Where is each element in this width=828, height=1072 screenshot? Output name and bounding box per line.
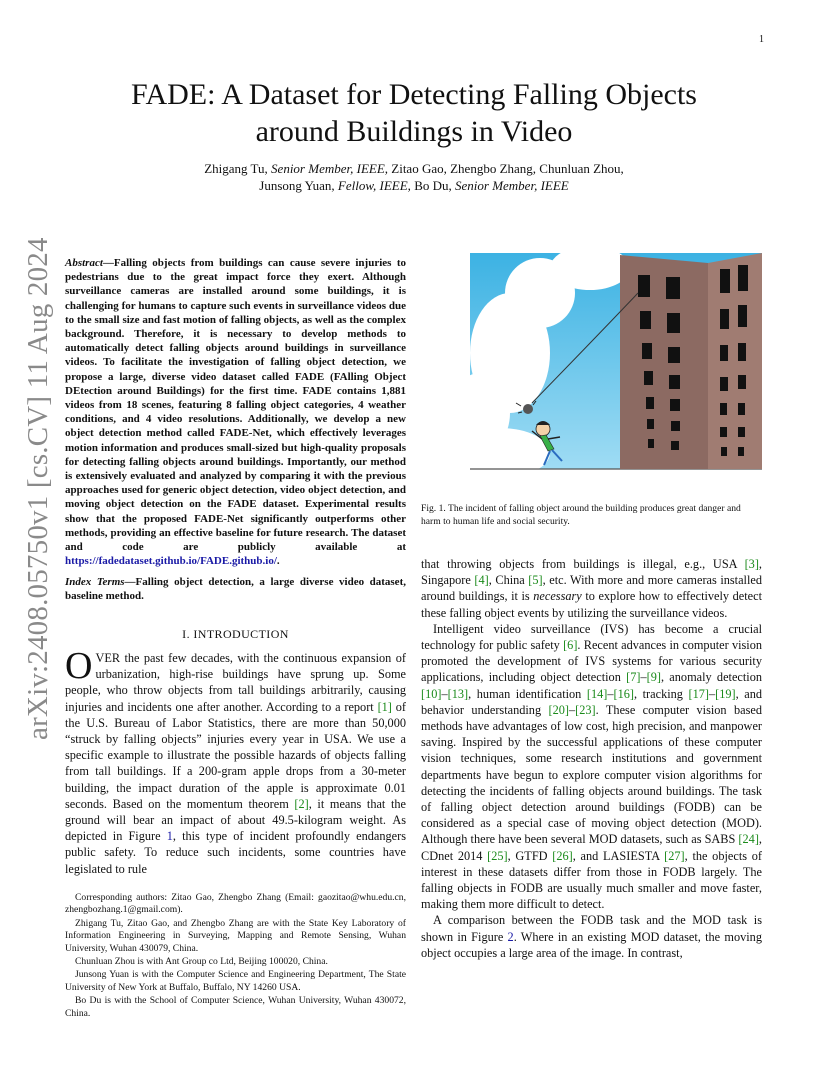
citation-9[interactable]: [9]	[646, 670, 661, 685]
citation-27[interactable]: [27]	[664, 848, 685, 863]
citation-16[interactable]: [16]	[613, 686, 635, 701]
authors-line-2: Junsong Yuan, Fellow, IEEE, Bo Du, Senior Member, IEEE	[259, 178, 569, 193]
citation-1[interactable]: [1]	[377, 699, 392, 714]
citation-25[interactable]: [25]	[487, 848, 508, 863]
footnote-affiliation-whu: Zhigang Tu, Zitao Gao, and Zhengbo Zhang are with the State Key Laboratory of Information Engineering in Surveying, Mapping and Remote Sensing, Wuhan University, Wuhan 430079, China.	[65, 917, 406, 954]
abstract: Abstract—Falling objects from buildings can cause severe injuries to pedestrians due to the great impact force they exert. Although surveillance cameras are installed around some buildings, it is challenging for humans to capture such events in surveillance videos due to the small size and fast motion of falling objects, as well as the complex background. Therefore, it is necessary to develop methods to automatically detect falling objects around buildings in surveillance videos. To facilitate the investigation of falling object detection, we propose a large, diverse video dataset called FADE (FAlling Object DEtection around Buildings) for the first time. FADE contains 1,881 videos from 18 scenes, featuring 8 falling object categories, 4 weather conditions, and 4 video resolutions. Additionally, we develop a new object detection method called FADE-Net, which effectively leverages motion information and produces small-sized but high-quality proposals for detecting falling objects around buildings. Importantly, our method is extensively evaluated and analyzed by comparing it with the previous approaches used for generic object detection, video object detection, and moving object detection on the FADE dataset. Experimental results show that the proposed FADE-Net significantly outperforms other methods, providing an effective baseline for future research. The dataset and code are publicly available at https://fadedataset.github.io/FADE.github.io/.	[65, 257, 406, 568]
citation-23[interactable]: [23]	[575, 702, 596, 717]
citation-24[interactable]: [24]	[738, 832, 759, 847]
dataset-link[interactable]: https://fadedataset.github.io/FADE.github.io/	[65, 555, 277, 568]
title-line-1: FADE: A Dataset for Detecting Falling Objects	[130, 78, 697, 111]
index-terms-label: Index Terms	[65, 576, 125, 588]
figure-2-link[interactable]: 2	[507, 929, 514, 944]
footnote-affiliation-ant: Chunluan Zhou is with Ant Group co Ltd, Beijing 100020, China.	[75, 956, 328, 968]
citation-10[interactable]: [10]	[421, 686, 442, 701]
citation-14[interactable]: [14]	[586, 686, 608, 701]
paragraph-legislation: that throwing objects from buildings is illegal, e.g., USA [3], Singapore [4], China [5], etc. With more and more cameras installed around buildings, it is necessary to explore how to effectively detect these falling object events by utilizing the surveillance videos.	[421, 557, 762, 620]
citation-4[interactable]: [4]	[474, 573, 489, 588]
citation-19[interactable]: [19]	[715, 686, 736, 701]
footnote-corresponding: Corresponding authors: Zitao Gao, Zhengbo Zhang (Email: gaozitao@whu.edu.cn, zhengbozhang.1@gmail.com).	[65, 892, 406, 916]
introduction-paragraph: OVER the past few decades, with the continuous expansion of urbanization, high-rise buildings have sprung up. Some people, who throw objects from tall buildings arbitrarily, causing injuries and incidents one after another. According to a report [1] of the U.S. Bureau of Labor Statistics, there are more than 50,000 “struck by falling objects” injuries every year in USA. We use a specific example to illustrate the possible hazards of objects falling from tall buildings. If a 200-gram apple drops from a 30-meter building, the impact duration of the apple is approximate 0.01 seconds. Based on the momentum theorem [2], it means that the ground will bear an impact of about 49.5-kilogram weight. As depicted in Figure 1, this type of incident profoundly endangers public safety. To reduce such incidents, some countries have legislated to rule	[65, 645, 407, 876]
citation-13[interactable]: [13]	[447, 686, 469, 701]
citation-5[interactable]: [5]	[528, 573, 543, 588]
citation-17[interactable]: [17]	[688, 686, 709, 701]
drop-cap: O	[65, 645, 93, 687]
citation-20[interactable]: [20]	[548, 702, 569, 717]
arxiv-stamp: arXiv:2408.05750v1 [cs.CV] 11 Aug 2024	[22, 237, 54, 740]
figure-1-illustration	[470, 253, 762, 477]
paragraph-comparison: A comparison between the FODB task and the MOD task is shown in Figure 2. Where in an existing MOD dataset, the moving object occupies a large area of the image. In contrast,	[421, 913, 762, 960]
citation-7[interactable]: [7]	[626, 670, 641, 685]
paper-title	[60, 76, 768, 150]
author-list	[60, 160, 768, 194]
citation-2[interactable]: [2]	[294, 796, 309, 811]
citation-3[interactable]: [3]	[744, 557, 759, 571]
footnotes	[65, 892, 406, 1021]
citation-26[interactable]: [26]	[552, 848, 573, 863]
right-column-text	[421, 556, 762, 961]
index-terms: Index Terms—Falling object detection, a large diverse video dataset, baseline method.	[65, 576, 406, 603]
building-icon	[620, 253, 762, 469]
authors-line-1: Zhigang Tu, Senior Member, IEEE, Zitao Gao, Zhengbo Zhang, Chunluan Zhou,	[204, 161, 624, 176]
figure-1-link[interactable]: 1	[166, 829, 173, 844]
footnote-affiliation-buffalo: Junsong Yuan is with the Computer Science and Engineering Department, The State University of New York at Buffalo, Buffalo, NY 14260 USA.	[65, 969, 406, 993]
title-line-2: around Buildings in Video	[255, 115, 573, 148]
figure-1-caption: Fig. 1. The incident of falling object around the building produces great danger and harm to human life and social security.	[421, 503, 741, 527]
page-number: 1	[759, 34, 764, 45]
section-heading-introduction: I. INTRODUCTION	[182, 627, 289, 641]
abstract-label: Abstract	[65, 257, 103, 269]
paragraph-ivs: Intelligent video surveillance (IVS) has become a crucial technology for public safety [6]. Recent advances in computer vision promoted the development of IVS systems for various security applications, including object detection [7]–[9], anomaly detection [10]–[13], human identification [14]–[16], tracking [17]–[19], and behavior understanding [20]–[23]. These computer vision based methods have advantages of low cost, high precision, and manpower saving. Inspired by the successful applications of these computer vision techniques, some research institutions and government departments have begun to explore computer vision algorithms for detecting the incidents of falling objects around buildings. The task of falling object detection around buildings (FODB) can be considered as a special case of moving object detection (MOD). Although there have been several MOD datasets, such as SABS [24], CDnet 2014 [25], GTFD [26], and LASIESTA [27], the objects of interest in these datasets differ from those in FODB largely. The falling objects in FODB are usually much smaller and move faster, making them more difficult to detect.	[421, 621, 763, 912]
citation-6[interactable]: [6]	[563, 638, 578, 653]
footnote-affiliation-cs: Bo Du is with the School of Computer Science, Wuhan University, Wuhan 430072, China.	[65, 995, 406, 1019]
